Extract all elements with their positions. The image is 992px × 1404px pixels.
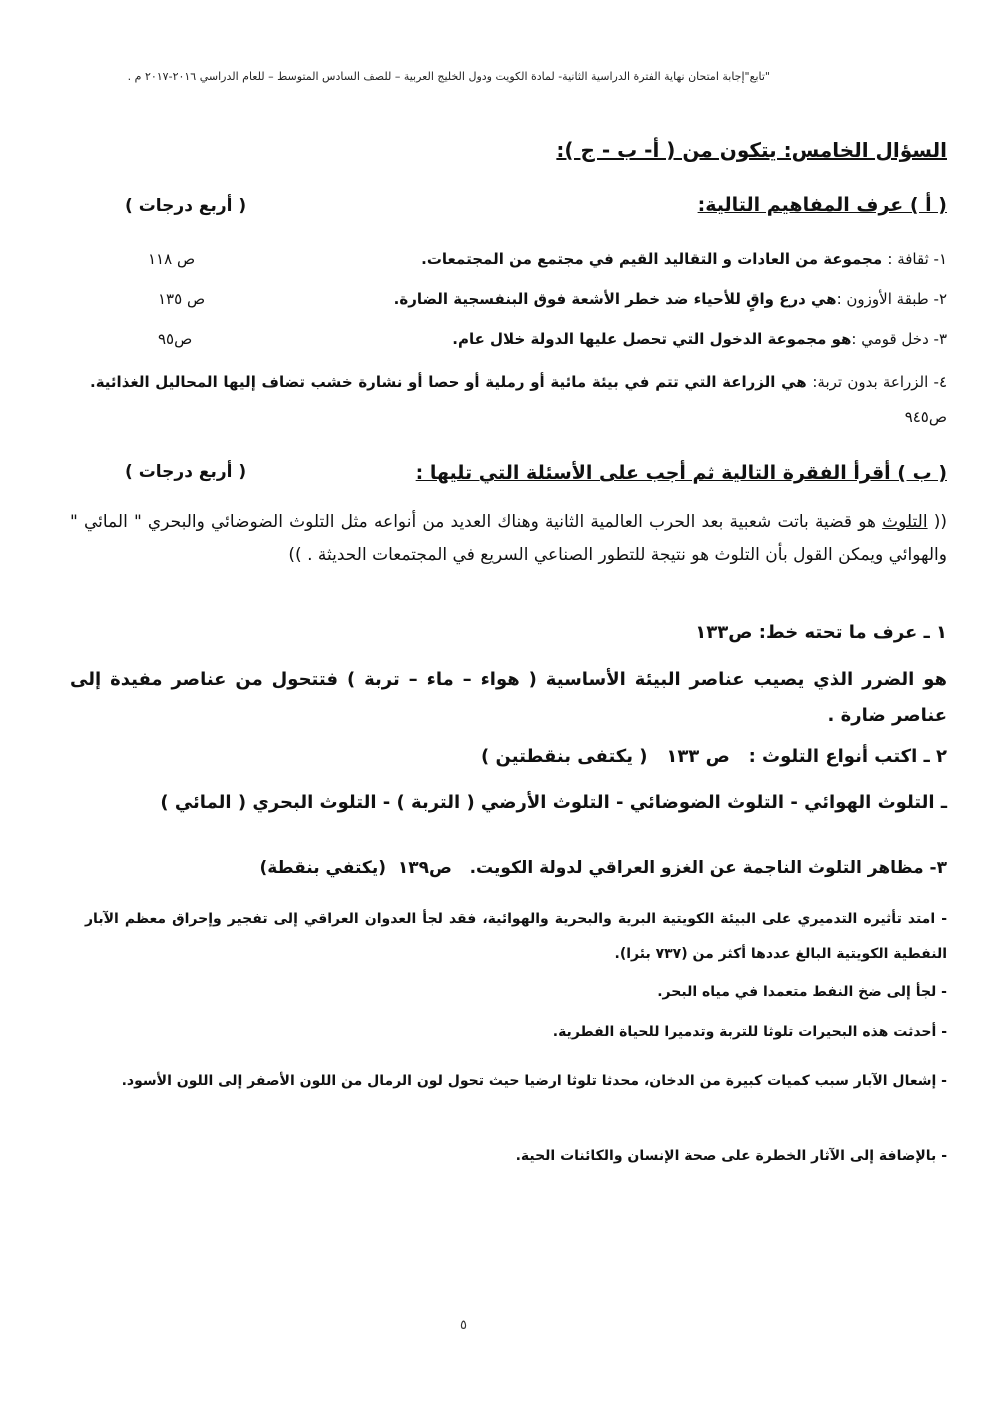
definition-text: مجموعة من العادات و التقاليد القيم في مجتمع من المجتمعات. — [421, 250, 888, 268]
page-reference: ص ١٣٣ — [666, 746, 730, 767]
page-reference: ص١٣٣ — [695, 622, 753, 643]
question-title: السؤال الخامس: يتكون من ( أ- ب - ج ): — [556, 138, 947, 162]
part-b-heading: ( ب ) أقرأ الفقرة التالية ثم أجب على الأسئلة التي تليها : — [415, 462, 947, 484]
page-reference: ص٩٤٥ — [904, 408, 947, 426]
part-a-heading: ( أ ) عرف المفاهيم التالية: — [697, 194, 947, 216]
definition-item — [421, 250, 947, 268]
definition-item — [90, 365, 947, 435]
passage-underlined-term: التلوث — [882, 512, 928, 532]
part-b-grade: ( أربع درجات ) — [125, 462, 247, 482]
q2-label — [481, 746, 947, 767]
page-reference: ص ١١٨ — [148, 250, 196, 268]
q3-label — [259, 858, 947, 878]
q1-answer: هو الضرر الذي يصيب عناصر البيئة الأساسية ( هواء – ماء – تربة ) فتتحول من عناصر مفيدة إلى عناصر ضارة . — [70, 669, 947, 726]
q3-point: - أحدثت هذه البحيرات تلوثا للتربة وتدميرا للحياة الفطرية. — [552, 1024, 947, 1040]
q2-label-text: ٢ ـ اكتب أنواع التلوث : — [748, 746, 947, 767]
q3-point: - امتد تأثيره التدميري على البيئة الكويتية البرية والبحرية والهوائية، فقد لجأ العدوان العراقي إلى تفجير وإحراق معظم الآبار النفطية الكويتية البالغ عددها أكثر من (٧٣٧ بئرا). — [85, 911, 947, 962]
q1-label — [695, 622, 947, 643]
definition-term: ١- ثقافة : — [887, 250, 947, 268]
q2-note: ( يكتفى بنقطتين ) — [481, 746, 648, 767]
definition-text: هي الزراعة التي تتم في بيئة مائية أو رملية أو حصا أو نشارة خشب تضاف إليها المحاليل الغذائية. — [90, 373, 813, 391]
part-a-grade: ( أربع درجات ) — [125, 196, 247, 216]
definition-item — [394, 290, 947, 308]
q3-point: - بالإضافة إلى الآثار الخطرة على صحة الإنسان والكائنات الحية. — [515, 1148, 947, 1164]
page-reference: ص٩٥ — [158, 330, 193, 348]
page-reference: ص ١٣٥ — [158, 290, 206, 308]
definition-text: هي درع واقٍ للأحياء ضد خطر الأشعة فوق البنفسجية الضارة. — [393, 290, 837, 308]
page-number: ٥ — [460, 1318, 467, 1333]
definition-term: ٢- طبقة الأوزون : — [836, 290, 947, 308]
passage-text: هو قضية باتت شعبية بعد الحرب العالمية الثانية وهناك العديد من أنواعه مثل التلوث الضوضائي والبحري " المائي " والهوائي ويمكن القول بأن التلوث هو نتيجة للتطور الصناعي السريع في المجتمعات الحديثة . )) — [70, 512, 947, 565]
q3-point: - إشعال الآبار سبب كميات كبيرة من الدخان، محدثا تلوثا ارضيا حيث تحول لون الرمال من اللون الأصفر إلى اللون الأسود. — [121, 1073, 947, 1089]
definition-term: ٣- دخل قومي : — [851, 330, 947, 348]
q3-note: (يكتفي بنقطة) — [259, 858, 386, 878]
definition-text: هو مجموعة الدخول التي تحصل عليها الدولة خلال عام. — [452, 330, 852, 348]
definition-term: ٤- الزراعة بدون تربة: — [812, 373, 947, 391]
page-reference: ص١٣٩ — [397, 858, 452, 878]
passage — [70, 506, 947, 572]
definition-item — [452, 330, 947, 348]
q3-point: - لجأ إلى ضخ النفط متعمدا في مياه البحر. — [657, 984, 947, 1000]
q2-answer: ـ التلوث الهوائي - التلوث الضوضائي - التلوث الأرضي ( التربة ) - التلوث البحري ( المائي ) — [160, 792, 947, 813]
q3-label-text: ٣- مظاهر التلوث الناجمة عن الغزو العراقي لدولة الكويت. — [469, 858, 947, 878]
page-header: "تابع"إجابة امتحان نهاية الفترة الدراسية الثانية- لمادة الكويت ودول الخليج العربية – للصف السادس المتوسط – للعام الدراسي ٢٠١٦-٢٠١٧ م . — [127, 70, 770, 83]
passage-open: (( — [933, 512, 947, 532]
q1-label-text: ١ ـ عرف ما تحته خط: — [758, 622, 947, 643]
